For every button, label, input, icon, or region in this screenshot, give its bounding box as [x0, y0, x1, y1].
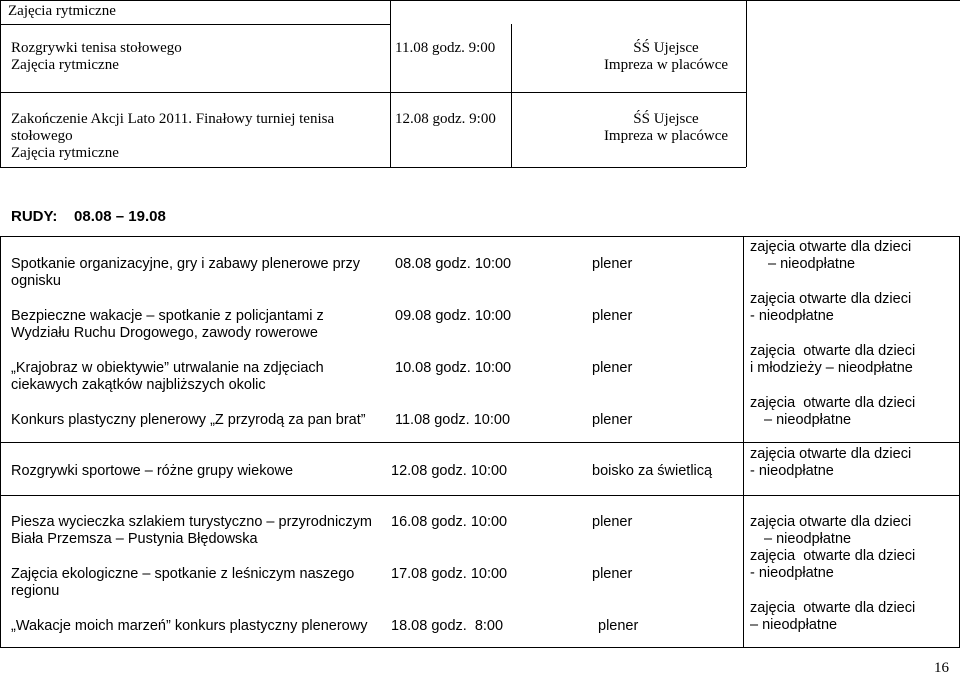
- rudy-info: [750, 291, 911, 325]
- section-heading: RUDY: 08.08 – 19.08: [11, 208, 166, 225]
- desc-line: Zakończenie Akcji Lato 2011. Finałowy turniej tenisa: [11, 111, 335, 127]
- rudy-desc: „Wakacje moich marzeń” konkurs plastyczny plenerowy: [11, 618, 368, 634]
- page-number: 16: [934, 660, 949, 676]
- top-table-border: [390, 0, 391, 167]
- info-line: – nieodpłatne: [764, 412, 852, 428]
- desc-line: regionu: [11, 583, 60, 599]
- info-line: – nieodpłatne: [750, 617, 838, 633]
- rudy-place: plener: [592, 308, 633, 324]
- info-line: – nieodpłatne: [764, 531, 852, 547]
- info-line: zajęcia otwarte dla dzieci: [750, 395, 916, 411]
- rudy-place: boisko za świetlicą: [592, 463, 713, 479]
- top-row-date: 11.08 godz. 9:00: [395, 40, 496, 56]
- place-line: Impreza w placówce: [603, 57, 729, 73]
- rudy-date: 09.08 godz. 10:00: [395, 308, 512, 324]
- info-line: zajęcia otwarte dla dzieci: [750, 514, 912, 530]
- top-table-border: [0, 167, 746, 168]
- rudy-info: [750, 239, 911, 273]
- top-row-desc: [11, 40, 182, 74]
- info-line: - nieodpłatne: [750, 463, 834, 479]
- info-line: – nieodpłatne: [768, 256, 856, 272]
- rudy-place: plener: [592, 566, 633, 582]
- rudy-date: 18.08 godz. 8:00: [391, 618, 504, 634]
- rudy-date: 11.08 godz. 10:00: [395, 412, 511, 428]
- top-row-desc: [11, 111, 334, 162]
- rudy-place: plener: [592, 256, 633, 272]
- info-line: - nieodpłatne: [750, 308, 834, 324]
- rudy-desc: [11, 360, 324, 394]
- place-line: ŚŚ Ujejsce: [633, 111, 699, 127]
- rudy-desc: Konkurs plastyczny plenerowy „Z przyrodą za pan brat”: [11, 412, 366, 428]
- info-line: zajęcia otwarte dla dzieci: [750, 239, 912, 255]
- rudy-place: plener: [592, 514, 633, 530]
- rudy-place: plener: [598, 618, 639, 634]
- desc-line: Bezpieczne wakacje – spotkanie z policjantami z: [11, 308, 324, 324]
- desc-line: Zajęcia rytmiczne: [11, 145, 119, 161]
- rudy-table-border: [743, 236, 744, 647]
- info-line: zajęcia otwarte dla dzieci: [750, 600, 916, 616]
- top-table-border: [0, 24, 390, 25]
- top-row-place: [550, 111, 782, 145]
- rudy-desc: [11, 514, 372, 548]
- info-line: - nieodpłatne: [750, 565, 834, 581]
- top-row-place: [550, 40, 782, 74]
- place-line: ŚŚ Ujejsce: [633, 40, 699, 56]
- desc-line: ognisku: [11, 273, 61, 289]
- rudy-table-border: [0, 236, 960, 237]
- rudy-table-border: [0, 647, 960, 648]
- rudy-desc: [11, 566, 354, 600]
- desc-line: Wydziału Ruchu Drogowego, zawody rowerowe: [11, 325, 318, 341]
- rudy-date: 17.08 godz. 10:00: [391, 566, 508, 582]
- desc-line: stołowego: [11, 128, 73, 144]
- rudy-desc: [11, 308, 324, 342]
- rudy-date: 08.08 godz. 10:00: [395, 256, 512, 272]
- rudy-date: 10.08 godz. 10:00: [395, 360, 512, 376]
- top-header-cell: Zajęcia rytmiczne: [8, 3, 116, 19]
- info-line: zajęcia otwarte dla dzieci: [750, 291, 912, 307]
- place-line: Impreza w placówce: [603, 128, 729, 144]
- top-table-border: [511, 24, 512, 167]
- desc-line: Spotkanie organizacyjne, gry i zabawy plenerowe przy: [11, 256, 360, 272]
- rudy-date: 12.08 godz. 10:00: [391, 463, 508, 479]
- rudy-place: plener: [592, 412, 633, 428]
- top-table-border: [0, 0, 960, 1]
- info-line: zajęcia otwarte dla dzieci: [750, 343, 916, 359]
- rudy-place: plener: [592, 360, 633, 376]
- desc-line: Zajęcia rytmiczne: [11, 57, 119, 73]
- rudy-info: [750, 548, 915, 582]
- rudy-info: [750, 600, 915, 634]
- top-table-border: [0, 0, 1, 167]
- desc-line: Piesza wycieczka szlakiem turystyczno – przyrodniczym: [11, 514, 372, 530]
- rudy-desc: [11, 256, 360, 290]
- info-line: i młodzieży – nieodpłatne: [750, 360, 913, 376]
- desc-line: ciekawych zakątków najbliższych okolic: [11, 377, 266, 393]
- top-table-border: [0, 92, 746, 93]
- rudy-date: 16.08 godz. 10:00: [391, 514, 508, 530]
- rudy-info: [750, 514, 911, 548]
- rudy-info: [750, 446, 911, 480]
- rudy-table-border: [0, 442, 960, 443]
- rudy-table-border: [0, 495, 960, 496]
- rudy-info: [750, 395, 915, 429]
- rudy-desc: Rozgrywki sportowe – różne grupy wiekowe: [11, 463, 294, 479]
- desc-line: „Krajobraz w obiektywie” utrwalanie na zdjęciach: [11, 360, 324, 376]
- info-line: zajęcia otwarte dla dzieci: [750, 548, 916, 564]
- top-row-date: 12.08 godz. 9:00: [395, 111, 496, 127]
- desc-line: Biała Przemsza – Pustynia Błędowska: [11, 531, 258, 547]
- desc-line: Rozgrywki tenisa stołowego: [11, 40, 182, 56]
- rudy-table-border: [0, 236, 1, 647]
- rudy-info: [750, 343, 915, 377]
- desc-line: Zajęcia ekologiczne – spotkanie z leśniczym naszego: [11, 566, 355, 582]
- info-line: zajęcia otwarte dla dzieci: [750, 446, 912, 462]
